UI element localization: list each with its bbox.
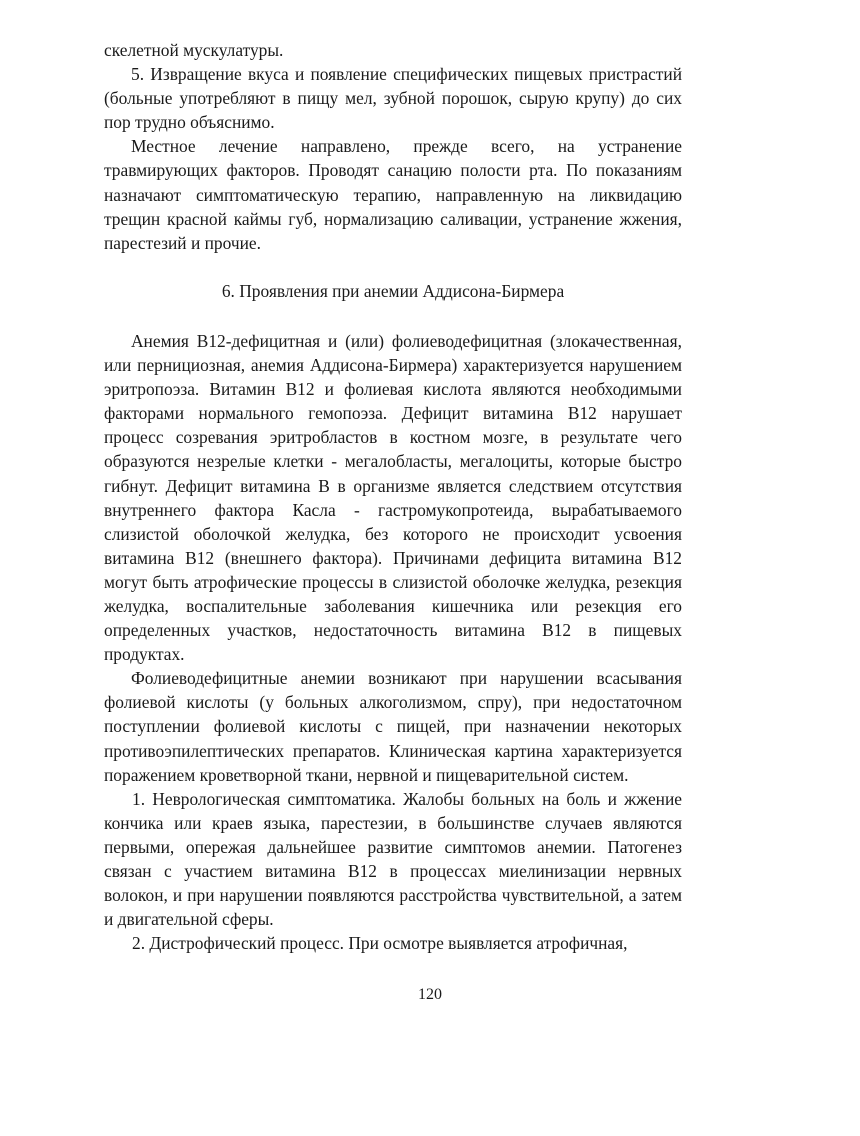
page-number: 120 (418, 986, 442, 1003)
section-heading: 6. Проявления при анемии Аддисона-Бирмера (221, 280, 565, 301)
paragraph-folate-anemia: Фолиеводефицитные анемии возникают при нарушении всасывания фолиевой кислоты (у больных алкоголизмом, спру), при недостаточном поступлении фолиевой кислоты с пищей, при назначении некоторых противоэпилептических препаратов. Клиническая картина характеризуется поражением кроветворной ткани, нервной и пищеварительной систем. (104, 668, 682, 785)
paragraph-item-5: 5. Извращение вкуса и появление специфических пищевых пристрастий (больные употребляют в пищу мел, зубной порошок, сырую крупу) до сих пор трудно объяснимо. (104, 64, 682, 133)
paragraph-dystrophic-process: 2. Дистрофический процесс. При осмотре выявляется атрофичная, (132, 933, 628, 954)
paragraph-neurological-symptoms: 1. Неврологическая симптоматика. Жалобы больных на боль и жжение кончика или краев языка, парестезии, в большинстве случаев являются первыми, опережая дальнейшее развитие симптомов анемии. Патогенез связан с участием витамина В12 в процессах миелинизации нервных волокон, и при нарушении появляются расстройства чувствительной, а затем и двигательной сферы. (104, 788, 682, 930)
paragraph-anemia-definition: Анемия В12-дефицитная и (или) фолиеводефицитная (злокачественная, или пернициозная, анемия Аддисона-Бирмера) характеризуется нарушением эритропоэза. Витамин В12 и фолиевая кислота являются необходимыми факторами нормального гемопоэза. Дефицит витамина В12 нарушает процесс созревания эритробластов в костном мозге, в результате чего образуются незрелые клетки - мегалобласты, мегалоциты, которые быстро гибнут. Дефицит витамина В в организме является следствием отсутствия внутреннего фактора Касла - гастромукопротеида, вырабатываемого слизистой оболочкой желудка, без которого не происходит усвоения витамина В12 (внешнего фактора). Причинами дефицита витамина В12 могут быть атрофические процессы в слизистой оболочке желудка, резекция желудка, воспалительные заболевания кишечника или резекция его определенных участков, недостаточность витамина В12 в пищевых продуктах. (104, 330, 682, 665)
paragraph-local-treatment: Местное лечение направлено, прежде всего, на устранение травмирующих факторов. Проводят санацию полости рта. По показаниям назначают симптоматическую терапию, направленную на ликвидацию трещин красной каймы губ, нормализацию саливации, устранение жжения, парестезий и прочие. (104, 136, 682, 253)
paragraph-continuation: скелетной мускулатуры. (104, 40, 284, 60)
document-page (104, 38, 682, 955)
